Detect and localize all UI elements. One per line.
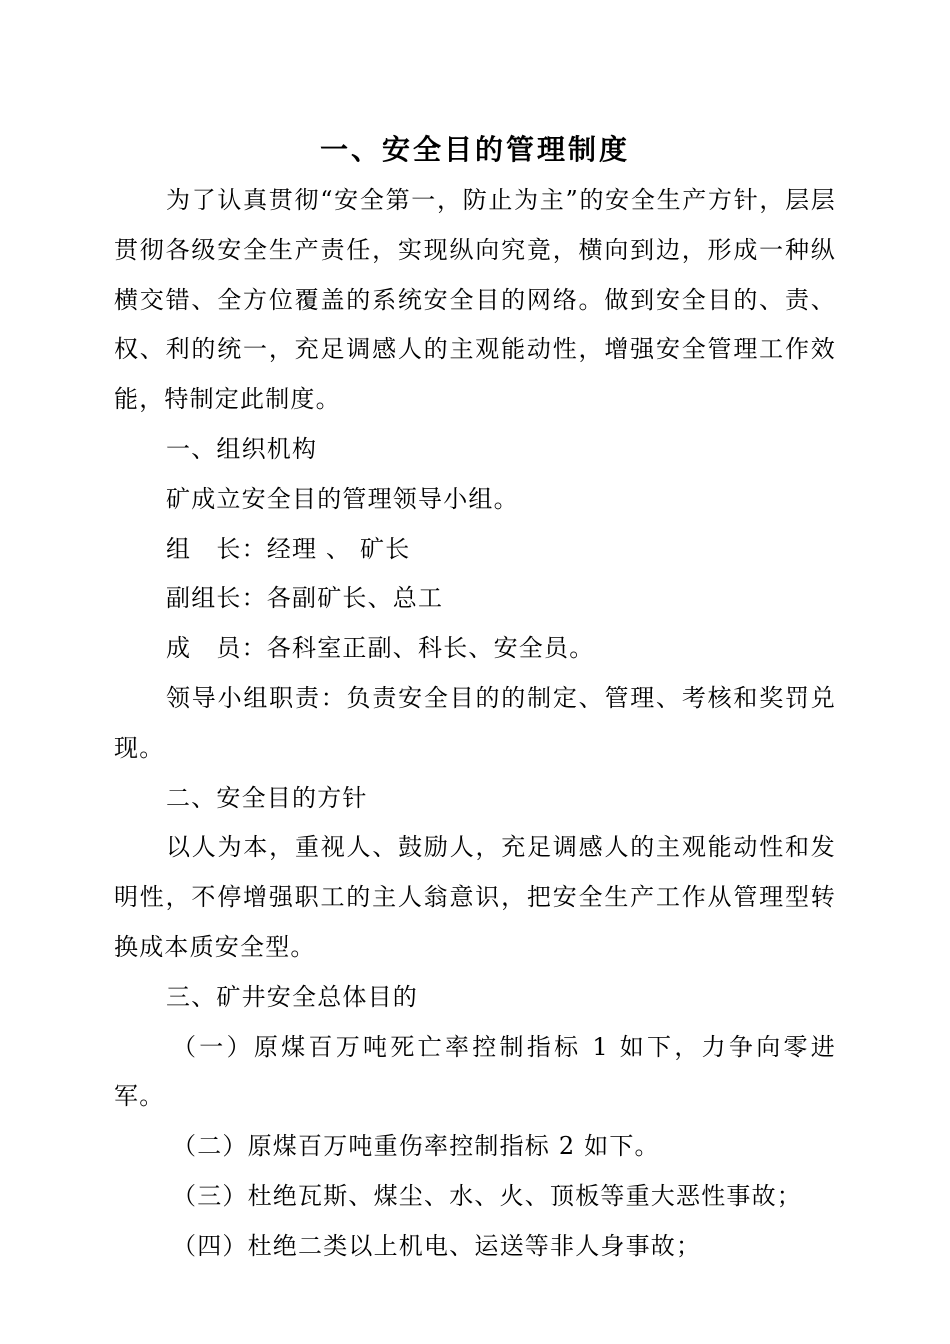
goal-item-2: （二）原煤百万吨重伤率控制指标 2 如下。 <box>172 1132 660 1161</box>
organization-statement: 矿成立安全目的管理领导小组。 <box>166 484 519 513</box>
group-duties-paragraph: 领导小组职责：负责安全目的的制定、管理、考核和奖罚兑现。 <box>114 683 836 762</box>
intro-paragraph: 为了认真贯彻“安全第一，防止为主”的安全生产方针，层层贯彻各级安全生产责任，实现纵向究竟，横向到边，形成一种纵横交错、全方位覆盖的系统安全目的网络。做到安全目的、责、权、利的统一，充足调感人的主观能动性，增强安全管理工作效能，特制定此制度。 <box>114 186 836 414</box>
group-leader-line: 组 长：经理 、 矿长 <box>166 534 411 563</box>
section-heading-organization: 一、组织机构 <box>166 434 318 463</box>
members-line: 成 员：各科室正副、科长、安全员。 <box>166 634 595 663</box>
section-heading-policy: 二、安全目的方针 <box>166 783 368 812</box>
deputy-leader-line: 副组长：各副矿长、总工 <box>166 584 444 613</box>
document-body <box>114 176 836 1272</box>
goal-item-4: （四）杜绝二类以上机电、运送等非人身事故； <box>172 1231 702 1260</box>
goal-item-3: （三）杜绝瓦斯、煤尘、水、火、顶板等重大恶性事故； <box>172 1181 802 1210</box>
goal-item-1: （一）原煤百万吨死亡率控制指标 1 如下，力争向零进军。 <box>114 1032 836 1111</box>
section-heading-overall-goals: 三、矿井安全总体目的 <box>166 982 418 1011</box>
policy-paragraph: 以人为本，重视人、鼓励人，充足调感人的主观能动性和发明性，不停增强职工的主人翁意识，把安全生产工作从管理型转换成本质安全型。 <box>114 833 836 961</box>
document-title: 一、安全目的管理制度 <box>319 133 630 166</box>
